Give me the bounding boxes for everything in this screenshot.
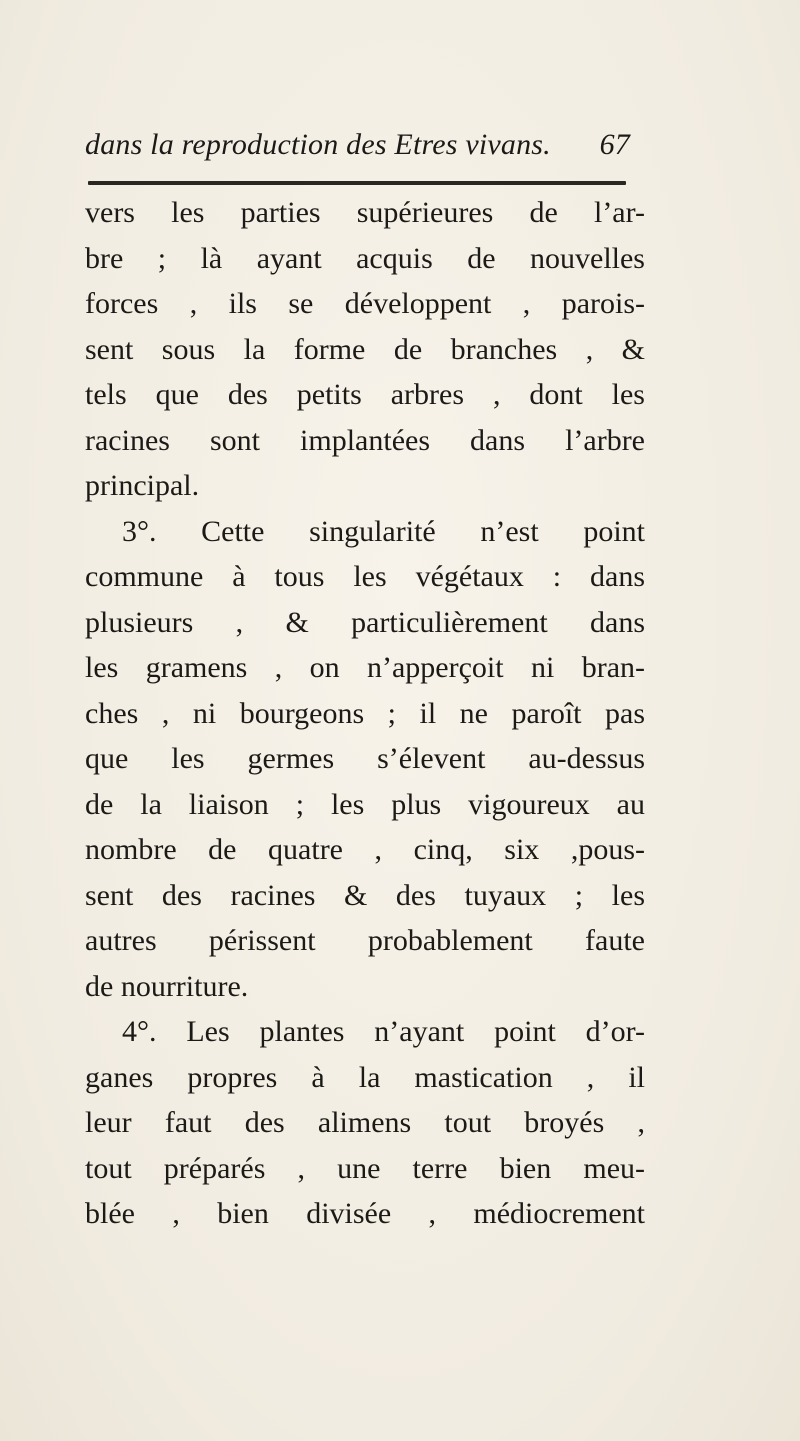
text-line: 4°. Les plantes n’ayant point d’or- [122, 1015, 645, 1048]
text-line: tels que des petits arbres , dont les [85, 378, 645, 411]
running-head-title: dans la reproduction des Etres vivans. [85, 128, 551, 161]
text-line: leur faut des alimens tout broyés , [85, 1106, 645, 1139]
running-head [85, 128, 630, 174]
text-line: sent des racines & des tuyaux ; les [85, 878, 645, 912]
body-text [85, 190, 645, 1237]
text-line: tout préparés , une terre bien meu- [85, 1151, 645, 1185]
text-line: bre ; là ayant acquis de nouvelles [85, 241, 645, 275]
text-line: que les germes s’élevent au-dessus [85, 742, 645, 775]
header-rule [88, 181, 626, 185]
text-line: de nourriture. [85, 969, 249, 1003]
text-line: forces , ils se développent , parois- [85, 287, 645, 320]
text-line: vers les parties supérieures de l’ar- [85, 196, 645, 229]
text-line: les gramens , on n’apperçoit ni bran- [85, 651, 645, 684]
text-line: de la liaison ; les plus vigoureux au [85, 787, 645, 821]
text-line: blée , bien divisée , médiocrement [85, 1197, 645, 1230]
page-number: 67 [599, 128, 630, 161]
text-line: commune à tous les végétaux : dans [85, 560, 645, 593]
text-line: autres périssent probablement faute [85, 924, 645, 957]
text-line: nombre de quatre , cinq, six ,pous- [85, 833, 645, 866]
text-line: 3°. Cette singularité n’est point [122, 514, 645, 548]
text-line: principal. [85, 469, 200, 502]
text-line: ganes propres à la mastication , il [85, 1060, 645, 1094]
text-line: plusieurs , & particulièrement dans [85, 605, 645, 639]
text-line: ches , ni bourgeons ; il ne paroît pas [85, 696, 645, 730]
text-line: racines sont implantées dans l’arbre [85, 423, 645, 457]
text-line: sent sous la forme de branches , & [85, 332, 645, 366]
